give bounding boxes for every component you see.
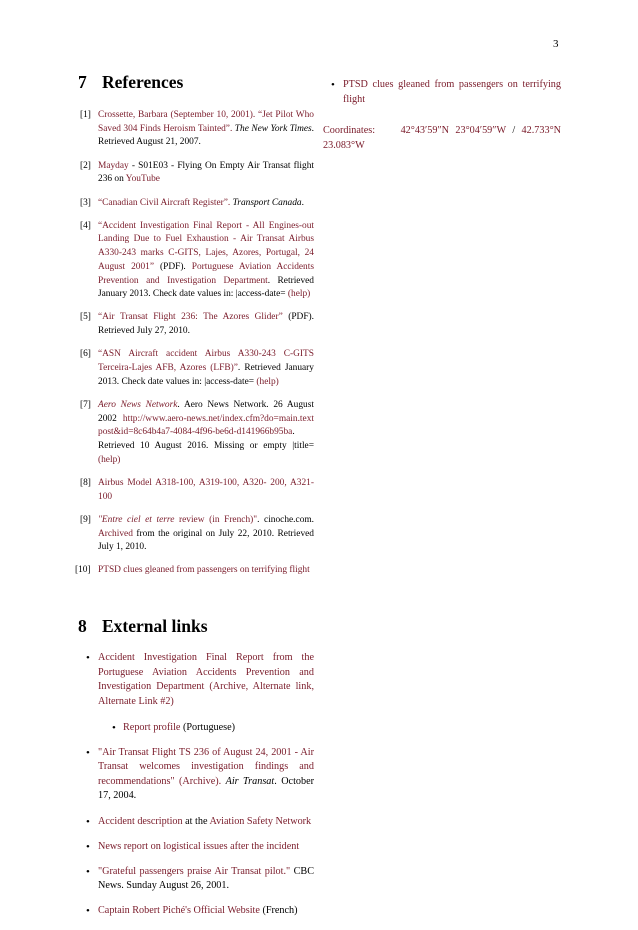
reference-9-text: . cinoche.com. xyxy=(257,514,315,525)
external-link-item xyxy=(78,746,314,804)
reference-9-link[interactable] xyxy=(98,515,257,525)
reference-10 xyxy=(75,564,314,578)
left-column xyxy=(75,72,315,930)
reference-9-tail: from the original on July 22, 2010. Retrieved July 1, 2010. xyxy=(98,528,314,553)
coordinates xyxy=(323,124,561,153)
external-link-sublist xyxy=(98,721,314,736)
external-link-air-transat-tail: . October 17, 2004. xyxy=(98,775,315,802)
reference-number: [2] xyxy=(80,160,91,171)
reference-4-tail-1: (PDF). xyxy=(154,261,192,272)
external-link-grateful-passengers[interactable]: "Grateful passengers praise Air Transat pilot." xyxy=(98,865,291,877)
reference-2 xyxy=(78,160,314,187)
reference-number: [7] xyxy=(80,399,91,410)
reference-number: [8] xyxy=(80,477,91,488)
reference-9-archived-link[interactable]: Archived xyxy=(98,528,133,539)
reference-7-link[interactable]: Aero News Network xyxy=(98,399,178,410)
reference-1-link[interactable]: Crossette, Barbara (September 10, 2001). “Jet Pilot Who Saved 304 Finds Heroism Tainted”. xyxy=(98,110,314,134)
reference-4-tail-2: . Retrieved January 2013. Check date values in: |access-date= xyxy=(98,275,314,300)
reference-6-link[interactable]: “ASN Aircraft accident Airbus A330-243 C-GITS Terceira-Lajes AFB, Azores (LFB)” xyxy=(98,349,314,374)
reference-7-text: . Aero News Network. 26 August 2002 xyxy=(98,399,314,424)
external-link-item xyxy=(78,904,314,919)
reference-8-link[interactable]: Airbus Model A318-100, A319-100, A320- 200, A321-100 xyxy=(98,477,314,502)
external-link-subitem xyxy=(98,721,314,736)
reference-4-link-department[interactable]: Portuguese Aviation Accidents Prevention and Investigation Department xyxy=(98,261,314,286)
right-column xyxy=(323,78,561,153)
reference-4 xyxy=(78,220,314,302)
reference-list xyxy=(75,109,315,578)
reference-number: [3] xyxy=(80,197,91,208)
reference-5-link[interactable]: “Air Transat Flight 236: The Azores Glider” xyxy=(98,312,283,323)
external-link-item xyxy=(78,651,314,735)
right-bullet-list xyxy=(323,78,561,107)
reference-5 xyxy=(78,311,314,338)
external-link-final-report[interactable]: Accident Investigation Final Report from the Portuguese Aviation Accidents Prevention and Investigation Department (Archive, Alternate link, Alternate Link #2) xyxy=(98,652,314,707)
reference-8 xyxy=(78,477,314,504)
reference-9 xyxy=(78,514,314,555)
external-link-aviation-safety-network[interactable]: Aviation Safety Network xyxy=(209,815,312,827)
external-link-item xyxy=(78,865,314,894)
external-link-item xyxy=(78,840,314,855)
reference-number: [1] xyxy=(80,110,91,120)
external-link-item xyxy=(78,815,314,830)
external-links-section-number: 8 xyxy=(78,616,87,637)
external-link-report-profile[interactable]: Report profile xyxy=(123,721,181,733)
external-link-report-profile-tail: (Portuguese) xyxy=(180,721,236,733)
reference-3 xyxy=(78,197,314,211)
external-link-accident-mid: at the xyxy=(182,815,210,827)
external-link-captain-tail: (French) xyxy=(259,905,298,917)
coordinates-label-link[interactable]: Coordinates: xyxy=(323,125,376,137)
right-bullet-item xyxy=(323,78,561,107)
reference-10-link[interactable]: PTSD clues gleaned from passengers on terrifying flight xyxy=(98,565,310,576)
reference-9-title-rest: review (in French)" xyxy=(174,514,258,525)
coordinates-separator: / xyxy=(505,125,522,137)
reference-3-work: Transport Canada xyxy=(232,197,302,208)
external-link-news-report[interactable]: News report on logistical issues after the incident xyxy=(98,840,300,852)
reference-number: [9] xyxy=(80,514,91,525)
reference-7-url[interactable]: http://www.aero-news.net/index.cfm?do=main.textpost&id=8c64b4a7-4084-4f96-be6d-d141966b95ba xyxy=(98,413,314,438)
reference-number: [10] xyxy=(75,565,91,576)
reference-1-work: The New York Times xyxy=(234,123,312,134)
coordinates-dms-link[interactable]: 42°43′59″N 23°04′59″W xyxy=(400,125,506,137)
references-heading xyxy=(78,72,314,93)
coordinates-decimal-link[interactable]: 42.733°N 23.083°W xyxy=(323,125,561,151)
external-links-heading xyxy=(78,616,314,637)
reference-4-help-link[interactable]: (help) xyxy=(287,289,311,300)
reference-7-tail: . Retrieved 10 August 2016. Missing or empty |title= xyxy=(98,427,314,452)
external-link-captain-website[interactable]: Captain Robert Piché's Official Website xyxy=(98,905,260,917)
reference-6-help-link[interactable]: (help) xyxy=(256,376,279,387)
references-heading-text: References xyxy=(102,72,184,92)
reference-number: [5] xyxy=(80,312,91,323)
reference-number: [4] xyxy=(80,220,91,231)
reference-2-link-youtube[interactable]: YouTube xyxy=(125,174,160,185)
reference-3-tail: . xyxy=(301,197,304,208)
reference-4-link[interactable]: “Accident Investigation Final Report - All Engines-out Landing Due to Fuel Exhaustion - Air Transat Airbus A330-243 marks C-GITS, Lajes, Azores, Portugal, 24 August 2001” xyxy=(98,220,314,272)
reference-1 xyxy=(78,109,314,150)
reference-7-help-link[interactable]: (help) xyxy=(98,454,121,465)
reference-3-link[interactable]: “Canadian Civil Aircraft Register”. xyxy=(98,197,231,208)
reference-number: [6] xyxy=(80,349,91,360)
reference-2-link-mayday[interactable]: Mayday xyxy=(98,160,129,171)
external-link-grateful-tail: CBC News. Sunday August 26, 2001. xyxy=(98,865,314,892)
external-links-heading-text: External links xyxy=(102,616,208,637)
reference-7 xyxy=(78,399,314,468)
reference-6 xyxy=(78,348,314,389)
reference-1-tail: . Retrieved August 21, 2007. xyxy=(98,123,315,148)
external-link-accident-description[interactable]: Accident description xyxy=(98,815,183,827)
references-section-number: 7 xyxy=(78,72,87,92)
external-link-air-transat-work: Air Transat xyxy=(225,775,275,787)
external-links-list xyxy=(78,651,314,919)
reference-5-tail: (PDF). Retrieved July 27, 2010. xyxy=(98,312,314,337)
right-bullet-ptsd-link[interactable]: PTSD clues gleaned from passengers on terrifying flight xyxy=(343,79,561,105)
external-link-air-transat-press[interactable]: "Air Transat Flight TS 236 of August 24, 2001 - Air Transat welcomes investigation findings and recommendations" (Archive). xyxy=(98,746,314,787)
page-number: 3 xyxy=(553,38,559,50)
reference-9-title: "Entre ciel et terre xyxy=(98,514,175,525)
reference-2-text: - S01E03 - Flying On Empty Air Transat flight 236 on xyxy=(98,160,314,185)
reference-6-tail: . Retrieved January 2013. Check date values in: |access-date= xyxy=(98,363,314,387)
